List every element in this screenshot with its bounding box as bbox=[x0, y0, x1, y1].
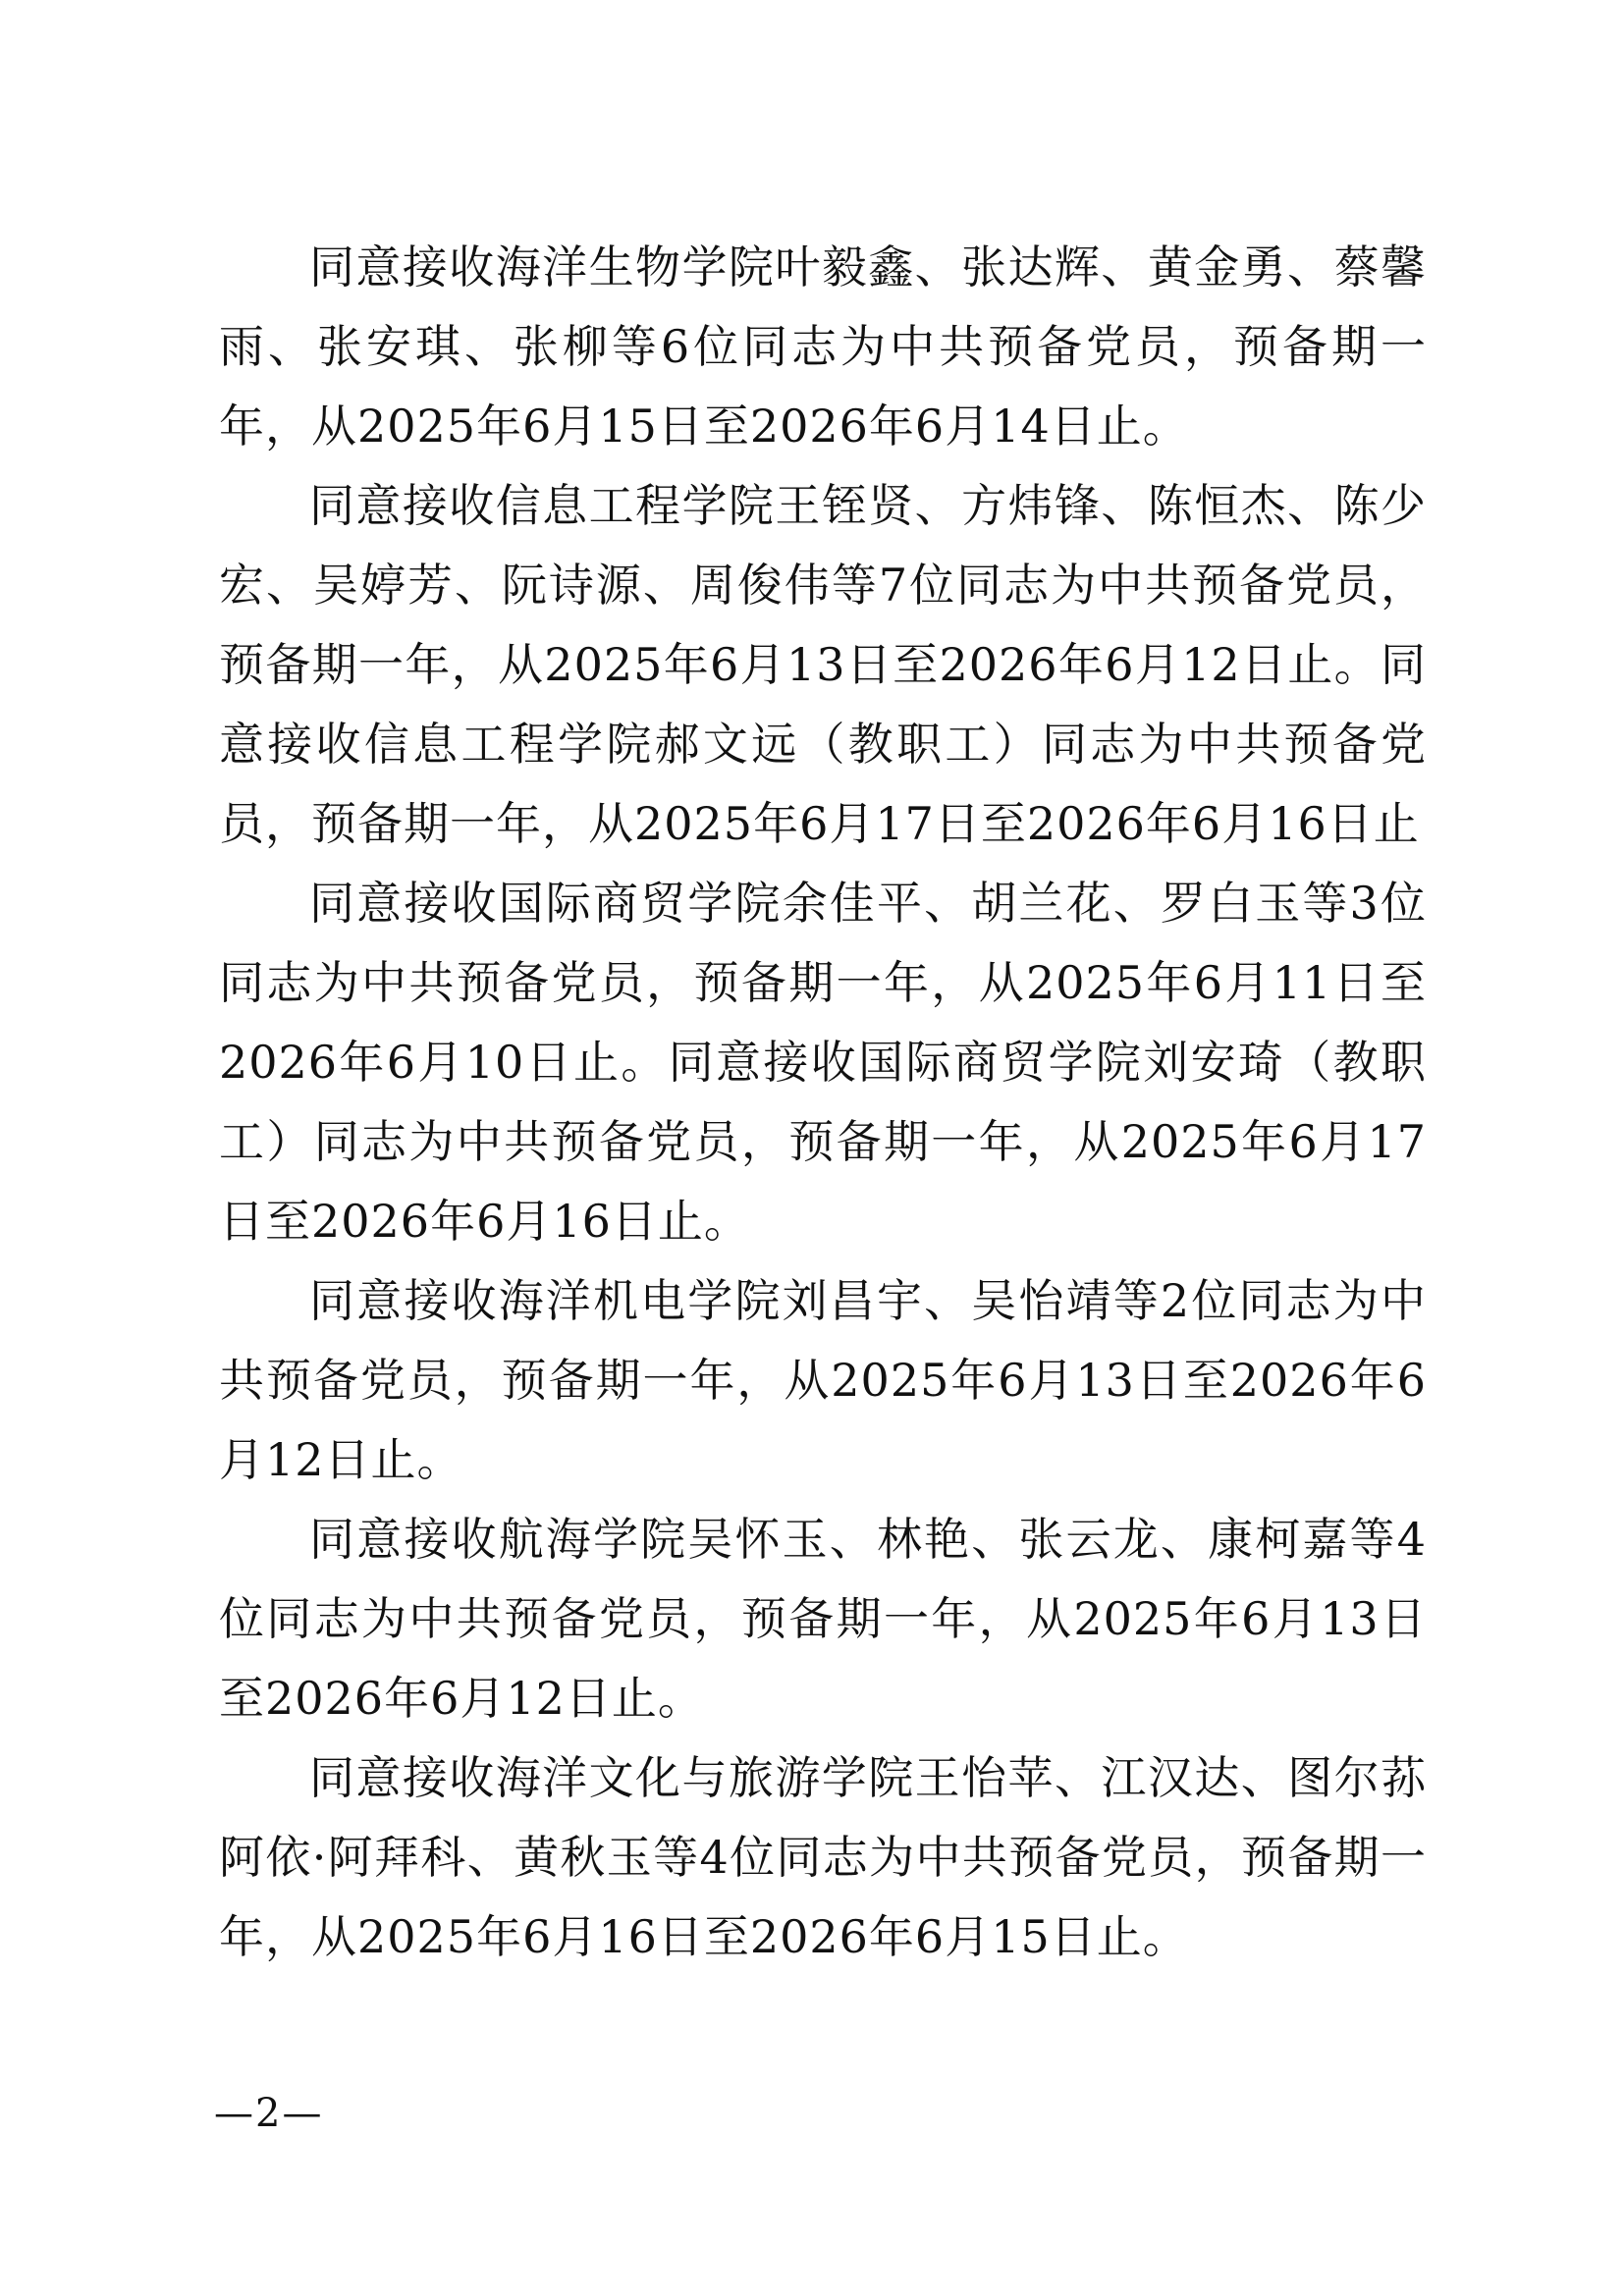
paragraph-information-engineering: 同意接收信息工程学院王铚贤、方炜锋、陈恒杰、陈少宏、吴婷芳、阮诗源、周俊伟等7位同志为中共预备党员，预备期一年，从2025年6月13日至2026年6月12日止。同意接收信息工程学院郝文远（教职工）同志为中共预备党员，预备期一年，从2025年6月17日至2026年6月16日止 bbox=[219, 479, 1427, 850]
paragraph-marine-culture-tourism: 同意接收海洋文化与旅游学院王怡苹、江汉达、图尔荪阿依·阿拜科、黄秋玉等4位同志为中共预备党员，预备期一年，从2025年6月16日至2026年6月15日止。 bbox=[219, 1751, 1427, 1963]
page-number: —2— bbox=[214, 2091, 324, 2136]
paragraph-navigation: 同意接收航海学院吴怀玉、林艳、张云龙、康柯嘉等4位同志为中共预备党员，预备期一年，从2025年6月13日至2026年6月12日止。 bbox=[219, 1513, 1427, 1725]
paragraph-marine-electromechanical: 同意接收海洋机电学院刘昌宇、吴怡靖等2位同志为中共预备党员，预备期一年，从2025年6月13日至2026年6月12日止。 bbox=[219, 1274, 1427, 1486]
paragraph-international-business: 同意接收国际商贸学院余佳平、胡兰花、罗白玉等3位同志为中共预备党员，预备期一年，从2025年6月11日至2026年6月10日止。同意接收国际商贸学院刘安琦（教职工）同志为中共预备党员，预备期一年，从2025年6月17日至2026年6月16日止。 bbox=[219, 877, 1427, 1248]
document-body bbox=[219, 228, 1427, 1977]
paragraph-marine-biology: 同意接收海洋生物学院叶毅鑫、张达辉、黄金勇、蔡馨雨、张安琪、张柳等6位同志为中共预备党员，预备期一年，从2025年6月15日至2026年6月14日止。 bbox=[219, 240, 1427, 453]
